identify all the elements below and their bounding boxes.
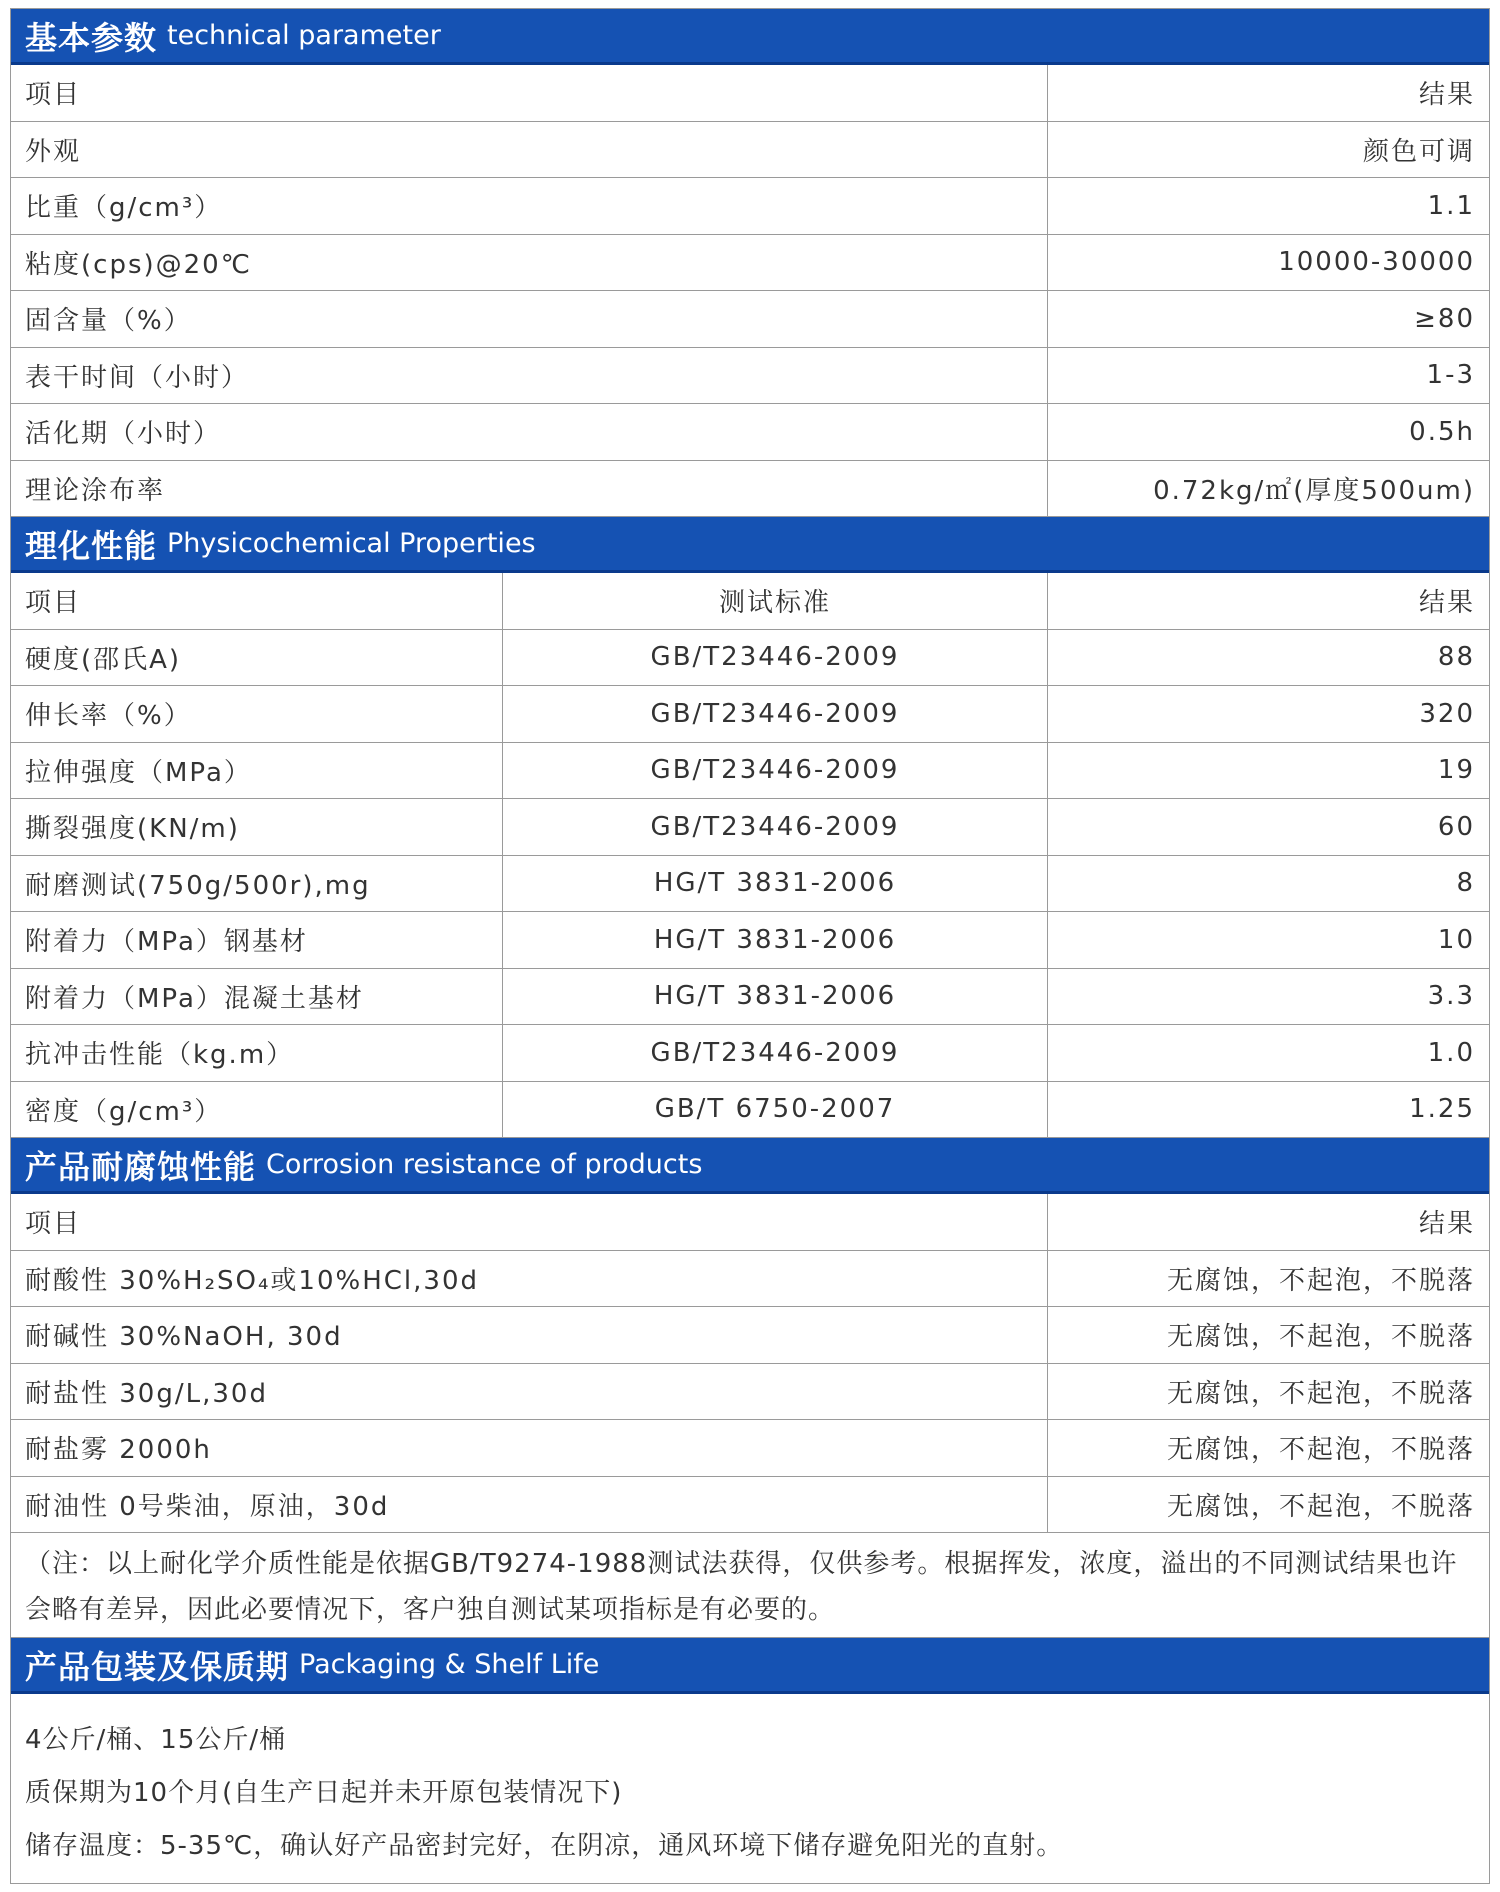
table-row <box>11 969 1489 1026</box>
row-item: 密度（g/cm³） <box>11 1082 503 1138</box>
row-item: 附着力（MPa）混凝土基材 <box>11 969 503 1025</box>
row-item: 耐磨测试(750g/500r),mg <box>11 856 503 912</box>
packaging-info <box>11 1694 1489 1883</box>
row-result: 无腐蚀，不起泡，不脱落 <box>1166 1265 1475 1296</box>
row-item: 表干时间（小时） <box>11 348 1048 404</box>
row-item: 耐碱性 30%NaOH, 30d <box>11 1307 1048 1363</box>
table-row <box>11 1307 1489 1364</box>
shelf-life-line: 质保期为10个月(自生产日起并未开原包装情况下) <box>25 1778 623 1808</box>
section-header-technical-parameter <box>11 9 1489 65</box>
row-result: 8 <box>1456 868 1475 899</box>
table-header-row <box>11 573 1489 630</box>
row-item: 抗冲击性能（kg.m） <box>11 1025 503 1081</box>
row-result: 3.3 <box>1427 981 1475 1012</box>
row-result: 无腐蚀，不起泡，不脱落 <box>1166 1322 1475 1353</box>
row-result: 1.0 <box>1427 1037 1475 1068</box>
row-item: 硬度(邵氏A) <box>11 630 503 686</box>
section-title-zh: 产品耐腐蚀性能 <box>25 1147 257 1186</box>
row-result: 10000-30000 <box>1278 247 1475 278</box>
row-item: 伸长率（%） <box>11 686 503 742</box>
row-result: ≥80 <box>1414 303 1475 334</box>
row-item: 附着力（MPa）钢基材 <box>11 912 503 968</box>
row-standard: GB/T23446-2009 <box>503 686 1048 742</box>
corrosion-rows <box>11 1251 1489 1534</box>
corrosion-note: （注：以上耐化学介质性能是依据GB/T9274-1988测试法获得，仅供参考。根据挥发，浓度，溢出的不同测试结果也许会略有差异，因此必要情况下，客户独自测试某项指标是有必要的。 <box>11 1533 1489 1638</box>
table-row <box>11 348 1489 405</box>
table-row <box>11 1082 1489 1139</box>
section-title-zh: 基本参数 <box>25 18 158 57</box>
row-standard: GB/T 6750-2007 <box>503 1082 1048 1138</box>
row-standard: GB/T23446-2009 <box>503 1025 1048 1081</box>
table-row <box>11 743 1489 800</box>
section-header-packaging <box>11 1638 1489 1694</box>
section-title-en: Packaging & Shelf Life <box>299 1649 600 1680</box>
row-item: 耐酸性 30%H₂SO₄或10%HCl,30d <box>11 1251 1048 1307</box>
table-header-row <box>11 1194 1489 1251</box>
row-result: 0.72kg/㎡(厚度500um) <box>1153 475 1475 506</box>
table-row <box>11 856 1489 913</box>
section-title-en: Corrosion resistance of products <box>266 1149 703 1180</box>
table-row <box>11 291 1489 348</box>
technical-parameter-rows <box>11 122 1489 518</box>
table-row <box>11 1420 1489 1477</box>
table-row <box>11 1477 1489 1534</box>
row-item: 拉伸强度（MPa） <box>11 743 503 799</box>
row-result: 无腐蚀，不起泡，不脱落 <box>1166 1491 1475 1522</box>
table-row <box>11 912 1489 969</box>
row-result: 无腐蚀，不起泡，不脱落 <box>1166 1435 1475 1466</box>
section-title-en: Physicochemical Properties <box>167 528 536 559</box>
row-item: 撕裂强度(KN/m) <box>11 799 503 855</box>
header-item: 项目 <box>11 573 503 629</box>
table-row <box>11 686 1489 743</box>
row-result: 1.25 <box>1409 1094 1475 1125</box>
row-result: 320 <box>1419 698 1475 729</box>
row-item: 耐油性 0号柴油，原油，30d <box>11 1477 1048 1533</box>
row-item: 外观 <box>11 122 1048 178</box>
row-result: 颜色可调 <box>1362 136 1475 167</box>
row-standard: GB/T23446-2009 <box>503 799 1048 855</box>
row-item: 固含量（%） <box>11 291 1048 347</box>
row-result: 88 <box>1437 642 1475 673</box>
table-header-row <box>11 65 1489 122</box>
table-row <box>11 461 1489 518</box>
header-item: 项目 <box>11 65 1048 121</box>
physicochemical-rows <box>11 630 1489 1139</box>
row-result: 60 <box>1437 811 1475 842</box>
row-item: 比重（g/cm³） <box>11 178 1048 234</box>
row-result: 1.1 <box>1427 190 1475 221</box>
table-row <box>11 1025 1489 1082</box>
row-item: 耐盐雾 2000h <box>11 1420 1048 1476</box>
spec-sheet <box>10 8 1490 1884</box>
header-item: 项目 <box>11 1194 1048 1250</box>
table-row <box>11 630 1489 687</box>
header-result: 结果 <box>1418 588 1475 619</box>
header-result: 结果 <box>1418 1209 1475 1240</box>
row-item: 理论涂布率 <box>11 461 1048 517</box>
storage-line: 储存温度：5-35℃，确认好产品密封完好，在阴凉，通风环境下储存避免阳光的直射。 <box>25 1831 1064 1861</box>
header-result: 结果 <box>1418 80 1475 111</box>
packaging-line: 4公斤/桶、15公斤/桶 <box>25 1725 287 1755</box>
row-item: 活化期（小时） <box>11 404 1048 460</box>
table-row <box>11 1364 1489 1421</box>
row-result: 0.5h <box>1409 416 1475 447</box>
section-header-physicochemical <box>11 517 1489 573</box>
row-result: 1-3 <box>1426 360 1475 391</box>
section-title-zh: 产品包装及保质期 <box>25 1647 290 1686</box>
row-result: 10 <box>1437 924 1475 955</box>
table-row <box>11 122 1489 179</box>
table-row <box>11 1251 1489 1308</box>
row-standard: GB/T23446-2009 <box>503 743 1048 799</box>
row-item: 耐盐性 30g/L,30d <box>11 1364 1048 1420</box>
row-standard: HG/T 3831-2006 <box>503 912 1048 968</box>
section-title-zh: 理化性能 <box>25 526 158 565</box>
table-row <box>11 404 1489 461</box>
row-result: 无腐蚀，不起泡，不脱落 <box>1166 1378 1475 1409</box>
table-row <box>11 799 1489 856</box>
row-standard: GB/T23446-2009 <box>503 630 1048 686</box>
section-header-corrosion <box>11 1138 1489 1194</box>
header-standard: 测试标准 <box>503 573 1048 629</box>
section-title-en: technical parameter <box>167 20 441 51</box>
table-row <box>11 235 1489 292</box>
row-item: 粘度(cps)@20℃ <box>11 235 1048 291</box>
row-standard: HG/T 3831-2006 <box>503 856 1048 912</box>
row-standard: HG/T 3831-2006 <box>503 969 1048 1025</box>
row-result: 19 <box>1437 755 1475 786</box>
table-row <box>11 178 1489 235</box>
